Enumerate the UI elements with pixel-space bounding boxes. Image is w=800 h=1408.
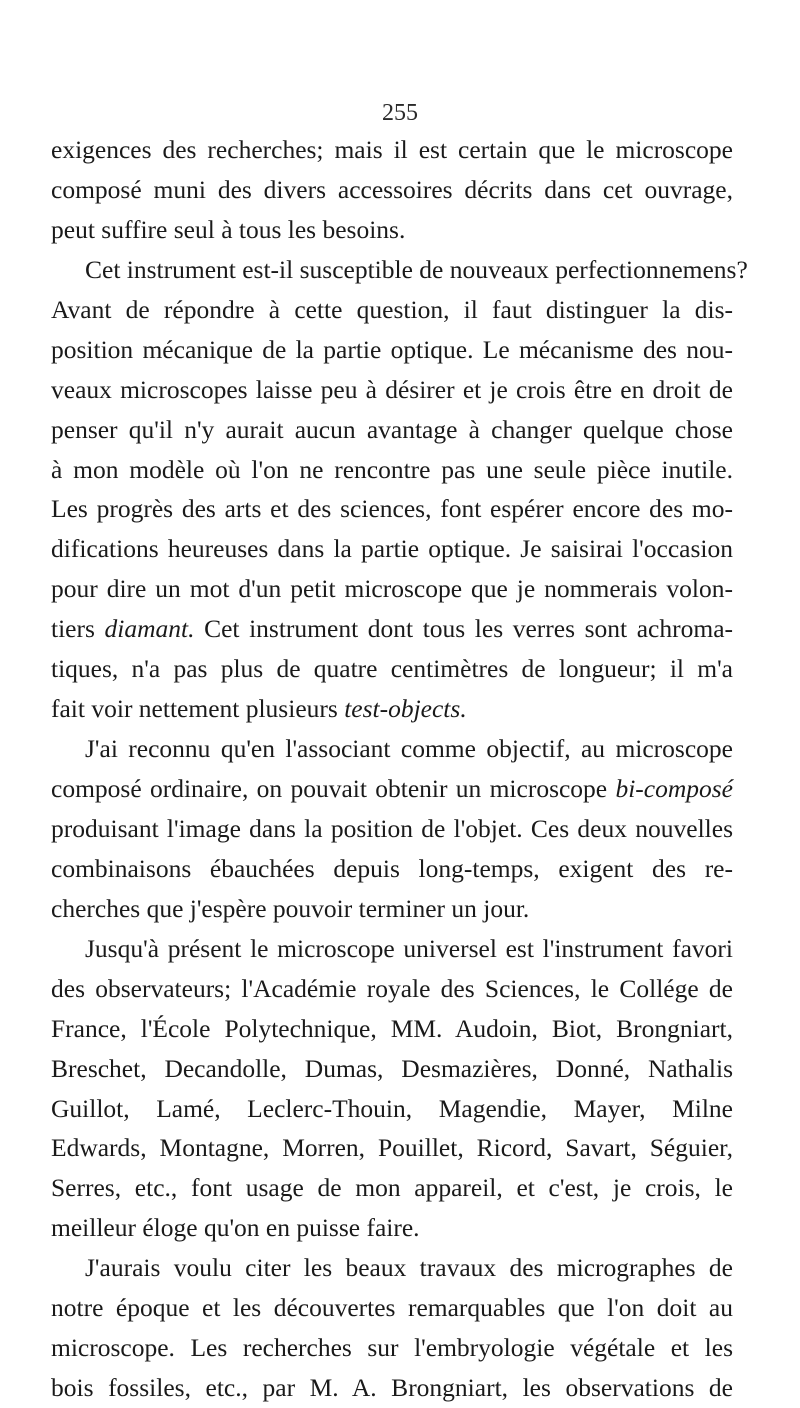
text-run: fait voir nettement plusieurs: [51, 694, 345, 724]
text-line: Jusqu'à présent le microscope universel est l'instrument favori: [85, 933, 733, 963]
text-line: peut suffire seul à tous les besoins.: [51, 214, 406, 244]
text-line: combinaisons ébauchées depuis long-temps, exigent des re-: [51, 853, 733, 883]
text-run: composé ordinaire, on pouvait obtenir un microscope: [51, 774, 616, 803]
italic-term: diamant.: [104, 614, 195, 644]
text-line: Breschet, Decandolle, Dumas, Desmazières, Donné, Nathalis: [51, 1053, 733, 1083]
text-line: composé muni des divers accessoires décrits dans cet ouvrage,: [51, 174, 733, 204]
text-line: Serres, etc., font usage de mon appareil, et c'est, je crois, le: [51, 1173, 733, 1203]
text-line: [51, 689, 733, 729]
text-line: Avant de répondre à cette question, il faut distinguer la dis-: [51, 294, 733, 324]
text-line: des observateurs; l'Académie royale des Sciences, le Collége de: [51, 973, 733, 1003]
text-line: [51, 769, 733, 809]
text-line: Guillot, Lamé, Leclerc-Thouin, Magendie, Mayer, Milne: [51, 1093, 733, 1123]
text-line: exigences des recherches; mais il est certain que le microscope: [51, 135, 733, 164]
text-line: notre époque et les découvertes remarquables que l'on doit au: [51, 1293, 733, 1323]
text-line: bois fossiles, etc., par M. A. Brongniart, les observations de: [51, 1373, 733, 1403]
text-run: tiers: [51, 614, 105, 644]
text-line: meilleur éloge qu'on en puisse faire.: [51, 1213, 420, 1243]
text-line: difications heureuses dans la partie optique. Je saisirai l'occasion: [51, 534, 733, 564]
text-line: position mécanique de la partie optique. Le mécanisme des nou-: [51, 334, 733, 364]
text-line: France, l'École Polytechnique, MM. Audoin, Biot, Brongniart,: [51, 1013, 733, 1043]
text-line: Les progrès des arts et des sciences, font espérer encore des mo-: [51, 494, 733, 524]
italic-term: test-objects.: [344, 694, 467, 724]
body-text: [51, 130, 748, 1408]
text-line: tiques, n'a pas plus de quatre centimètres de longueur; il m'a: [51, 654, 733, 684]
text-line: produisant l'image dans la position de l'objet. Ces deux nouvelles: [51, 813, 733, 843]
text-line: penser qu'il n'y aurait aucun avantage à changer quelque chose: [51, 414, 733, 444]
text-line: Edwards, Montagne, Morren, Pouillet, Ricord, Savart, Séguier,: [51, 1133, 733, 1163]
text-run: Cet instrument dont tous les verres sont achroma-: [194, 614, 734, 644]
text-line: Cet instrument est-il susceptible de nouveaux perfectionnemens?: [85, 254, 748, 284]
text-line: [51, 609, 733, 649]
text-line: J'ai reconnu qu'en l'associant comme objectif, au microscope: [85, 734, 733, 764]
text-line: cherches que j'espère pouvoir terminer un jour.: [51, 893, 530, 923]
text-line: pour dire un mot d'un petit microscope que je nommerais volon-: [51, 574, 733, 604]
italic-term: bi-composé: [615, 774, 733, 803]
text-line: microscope. Les recherches sur l'embryologie végétale et les: [51, 1333, 733, 1363]
text-line: à mon modèle où l'on ne rencontre pas une seule pièce inutile.: [51, 454, 733, 484]
text-line: J'aurais voulu citer les beaux travaux des micrographes de: [85, 1253, 733, 1283]
page-number: 255: [382, 100, 418, 126]
text-line: veaux microscopes laisse peu à désirer et je crois être en droit de: [51, 374, 733, 404]
